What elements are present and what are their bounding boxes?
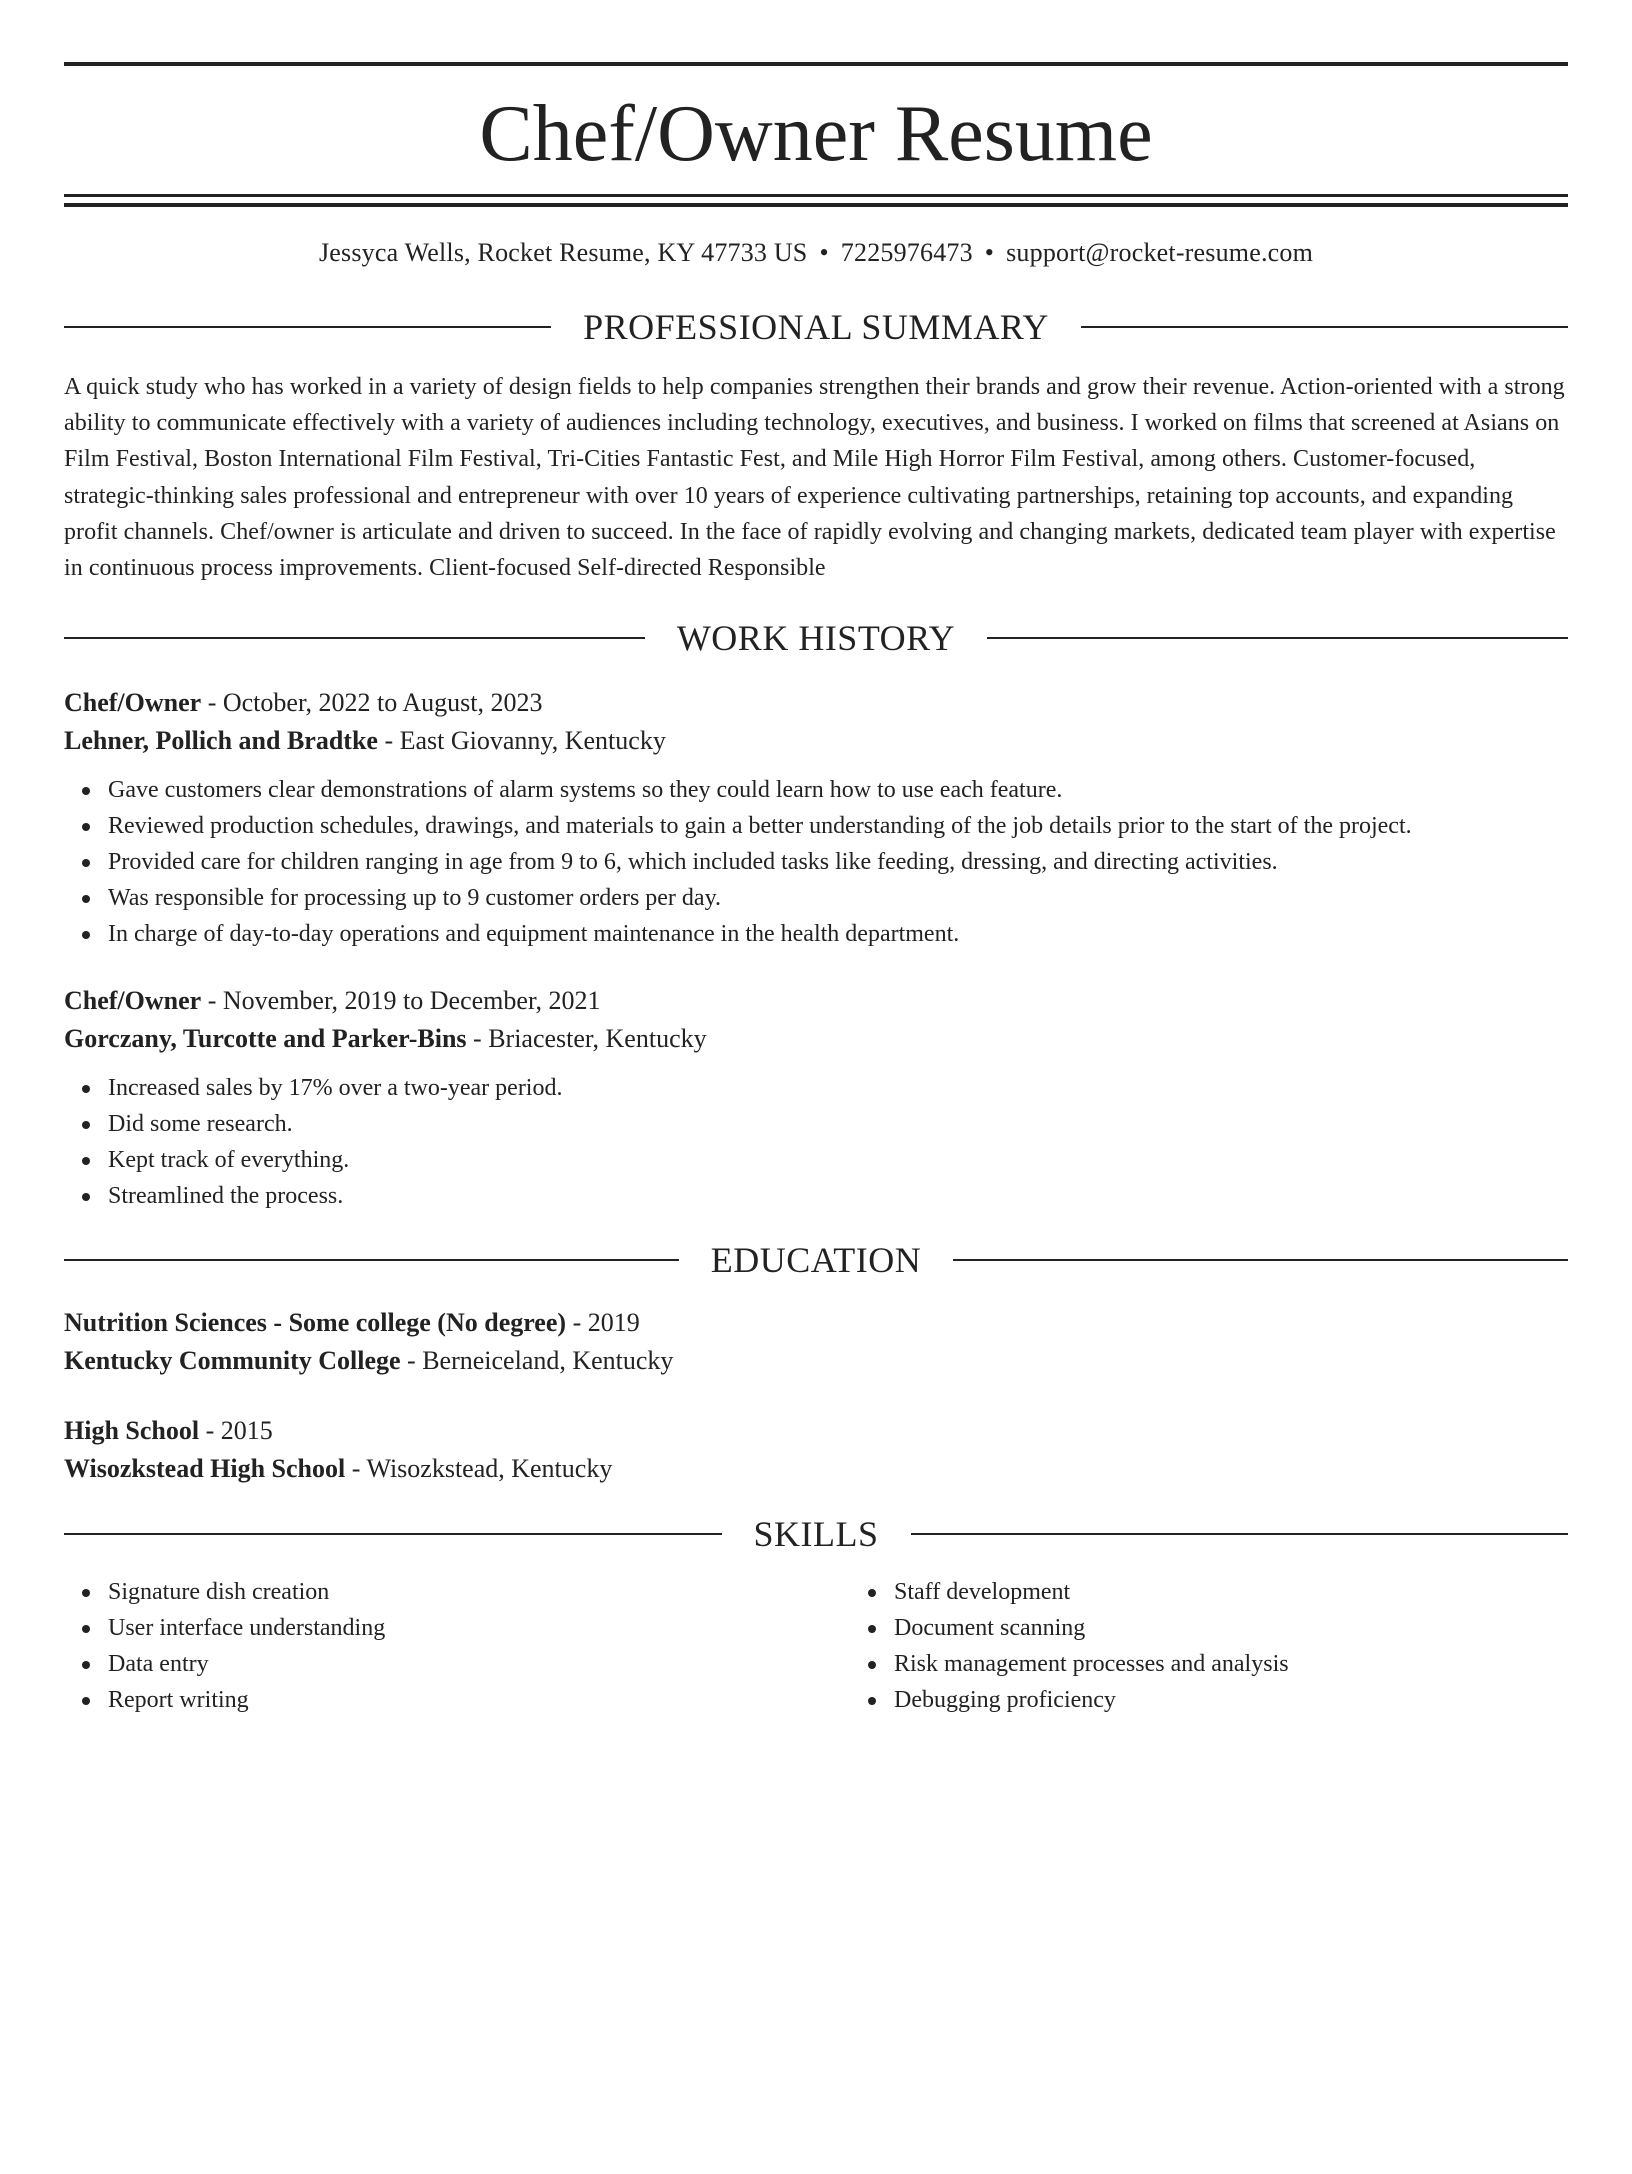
resume-page	[0, 62, 1632, 2174]
skills-column-left	[64, 1574, 850, 1718]
job-title-line	[64, 684, 1568, 722]
education-school-line	[64, 1450, 1568, 1488]
heading-rule-right	[911, 1533, 1569, 1535]
job-location: - East Giovanny, Kentucky	[377, 726, 666, 756]
job-bullet: Streamlined the process.	[108, 1178, 1568, 1214]
education-degree: High School	[64, 1416, 200, 1446]
work-history-heading	[64, 618, 1568, 658]
job-company-line	[64, 722, 1568, 760]
contact-line	[64, 237, 1568, 269]
education-degree: Nutrition Sciences - Some college (No degree)	[64, 1308, 567, 1338]
education-location: - Wisozkstead, Kentucky	[345, 1454, 613, 1484]
education-year: - 2019	[566, 1308, 640, 1338]
work-history-heading-label: WORK HISTORY	[676, 618, 956, 659]
resume-title: Chef/Owner Resume	[479, 90, 1153, 178]
skill-item: Document scanning	[894, 1610, 1289, 1646]
job-bullet: Kept track of everything.	[108, 1142, 1568, 1178]
job-title: Chef/Owner	[64, 688, 202, 718]
job-bullets	[64, 1070, 1568, 1214]
heading-rule-right	[987, 637, 1568, 639]
education-heading-label: EDUCATION	[710, 1240, 922, 1281]
skill-item: Staff development	[894, 1574, 1289, 1610]
job-title-line	[64, 982, 1568, 1020]
job-bullet: Increased sales by 17% over a two-year period.	[108, 1070, 1568, 1106]
education-school: Kentucky Community College	[64, 1346, 401, 1376]
job-bullet: In charge of day-to-day operations and equipment maintenance in the health department.	[108, 916, 1568, 952]
job-entry	[64, 684, 1568, 952]
skill-item: Debugging proficiency	[894, 1682, 1289, 1718]
summary-text: A quick study who has worked in a variety of design fields to help companies strengthen their brands and grow their revenue. Action-oriented with a strong ability to communicate effectively with a variety of audiences including technology, executives, and business. I worked on films that screened at Asians on Film Festival, Boston International Film Festival, Tri-Cities Fantastic Fest, and Mile High Horror Film Festival, among others. Customer-focused, strategic-thinking sales professional and entrepreneur with over 10 years of experience cultivating partnerships, retaining top accounts, and expanding profit channels. Chef/owner is articulate and driven to succeed. In the face of rapidly evolving and changing markets, dedicated team player with expertise in continuous process improvements. Client-focused Self-directed Responsible	[64, 374, 1565, 582]
education-location: - Berneiceland, Kentucky	[400, 1346, 674, 1376]
job-bullet: Reviewed production schedules, drawings, and materials to gain a better understanding of the job details prior to the start of the project.	[108, 808, 1568, 844]
skill-item: Data entry	[108, 1646, 850, 1682]
job-company: Lehner, Pollich and Bradtke	[64, 726, 378, 756]
contact-email: support@rocket-resume.com	[1006, 238, 1314, 267]
job-title: Chef/Owner	[64, 986, 202, 1016]
job-bullet: Gave customers clear demonstrations of alarm systems so they could learn how to use each feature.	[108, 772, 1568, 808]
heading-rule-right	[1081, 326, 1568, 328]
title-double-rule	[64, 194, 1568, 207]
job-bullet: Provided care for children ranging in age from 9 to 6, which included tasks like feeding, dressing, and directing activities.	[108, 844, 1568, 880]
education-heading	[64, 1240, 1568, 1280]
skills-column-right	[850, 1574, 1289, 1718]
summary-heading	[64, 307, 1568, 347]
skill-item: Signature dish creation	[108, 1574, 850, 1610]
skills-heading-label: SKILLS	[753, 1514, 879, 1555]
education-entry	[64, 1412, 1568, 1488]
education-degree-line	[64, 1412, 1568, 1450]
job-bullets	[64, 772, 1568, 952]
heading-rule-left	[64, 1533, 722, 1535]
education-school: Wisozkstead High School	[64, 1454, 346, 1484]
contact-separator: •	[984, 238, 995, 267]
heading-rule-left	[64, 326, 551, 328]
heading-rule-right	[953, 1259, 1568, 1261]
contact-phone: 7225976473	[840, 238, 973, 267]
education-entry	[64, 1304, 1568, 1380]
skill-item: User interface understanding	[108, 1610, 850, 1646]
job-dates: - November, 2019 to December, 2021	[201, 986, 601, 1016]
skill-item: Report writing	[108, 1682, 850, 1718]
job-dates: - October, 2022 to August, 2023	[201, 688, 543, 718]
job-company-line	[64, 1020, 1568, 1058]
job-bullet: Was responsible for processing up to 9 customer orders per day.	[108, 880, 1568, 916]
skill-item: Risk management processes and analysis	[894, 1646, 1289, 1682]
job-location: - Briacester, Kentucky	[466, 1024, 707, 1054]
contact-separator: •	[819, 238, 829, 267]
education-school-line	[64, 1342, 1568, 1380]
heading-rule-left	[64, 1259, 679, 1261]
skills-heading	[64, 1514, 1568, 1554]
contact-address: Jessyca Wells, Rocket Resume, KY 47733 US	[318, 238, 808, 267]
job-entry	[64, 982, 1568, 1214]
heading-rule-left	[64, 637, 645, 639]
education-degree-line	[64, 1304, 1568, 1342]
skills-list	[64, 1574, 1568, 1718]
summary-heading-label: PROFESSIONAL SUMMARY	[583, 307, 1049, 347]
education-year: - 2015	[199, 1416, 273, 1446]
job-company: Gorczany, Turcotte and Parker-Bins	[64, 1024, 467, 1054]
job-bullet: Did some research.	[108, 1106, 1568, 1142]
